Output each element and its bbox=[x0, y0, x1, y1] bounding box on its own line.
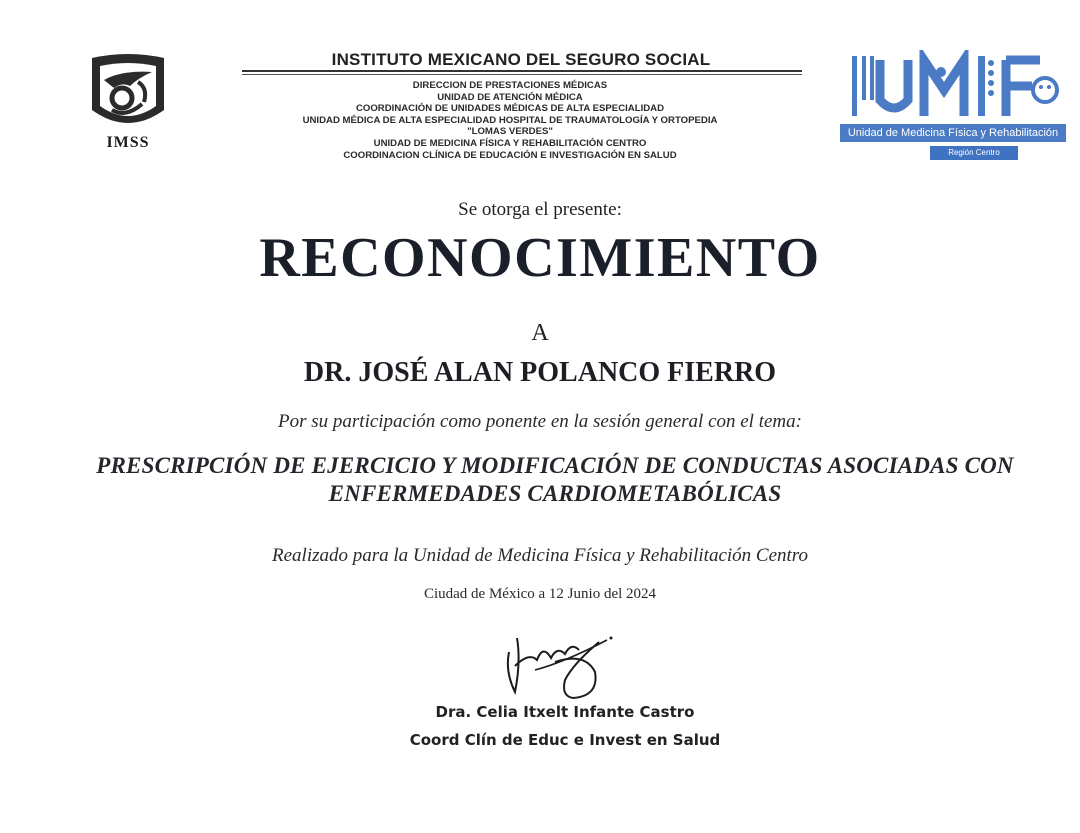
place-date: Ciudad de México a 12 Junio del 2024 bbox=[423, 586, 657, 602]
intro-text: Se otorga el presente: bbox=[458, 199, 622, 220]
topic-line: ENFERMEDADES CARDIOMETABÓLICAS bbox=[328, 481, 782, 506]
department-line: UNIDAD DE ATENCIÓN MÉDICA bbox=[437, 91, 583, 103]
imss-eagle-emblem-icon bbox=[82, 52, 174, 160]
realized-for-text: Realizado para la Unidad de Medicina Física y Rehabilitación Centro bbox=[272, 545, 808, 566]
handwritten-signature-icon bbox=[495, 622, 625, 704]
signer-role: Coord Clín de Educ e Invest en Salud bbox=[409, 731, 721, 749]
department-line: UNIDAD MÉDICA DE ALTA ESPECIALIDAD HOSPITAL DE TRAUMATOLOGÍA Y ORTOPEDIA bbox=[302, 114, 718, 126]
umf-region-label: Región Centro bbox=[930, 146, 1018, 160]
department-line: COORDINACIÓN DE UNIDADES MÉDICAS DE ALTA ESPECIALIDAD bbox=[355, 103, 665, 115]
to-label: A bbox=[531, 320, 549, 346]
title-rule bbox=[242, 70, 802, 72]
topic-text bbox=[40, 452, 1070, 508]
institute-title: INSTITUTO MEXICANO DEL SEGURO SOCIAL bbox=[331, 50, 711, 69]
certificate-title: RECONOCIMIENTO bbox=[259, 227, 821, 289]
imss-label: IMSS bbox=[106, 134, 150, 151]
umf-logo-icon bbox=[840, 50, 1066, 170]
topic-line: PRESCRIPCIÓN DE EJERCICIO Y MODIFICACIÓN DE CONDUCTAS ASOCIADAS CON bbox=[96, 453, 1014, 478]
umf-band-text: Unidad de Medicina Física y Rehabilitación bbox=[840, 124, 1066, 142]
participation-text: Por su participación como ponente en la sesión general con el tema: bbox=[278, 411, 802, 432]
department-line: "LOMAS VERDES" bbox=[467, 126, 553, 138]
department-line: COORDINACION CLÍNICA DE EDUCACIÓN E INVESTIGACIÓN EN SALUD bbox=[343, 149, 677, 161]
department-line: UNIDAD DE MEDICINA FÍSICA Y REHABILITACIÓN CENTRO bbox=[373, 137, 647, 149]
signer-name: Dra. Celia Itxelt Infante Castro bbox=[435, 703, 695, 721]
department-line: DIRECCION DE PRESTACIONES MÉDICAS bbox=[412, 80, 608, 91]
recipient-name: DR. JOSÉ ALAN POLANCO FIERRO bbox=[303, 357, 777, 388]
title-rule bbox=[242, 74, 802, 75]
department-lines bbox=[210, 80, 810, 161]
